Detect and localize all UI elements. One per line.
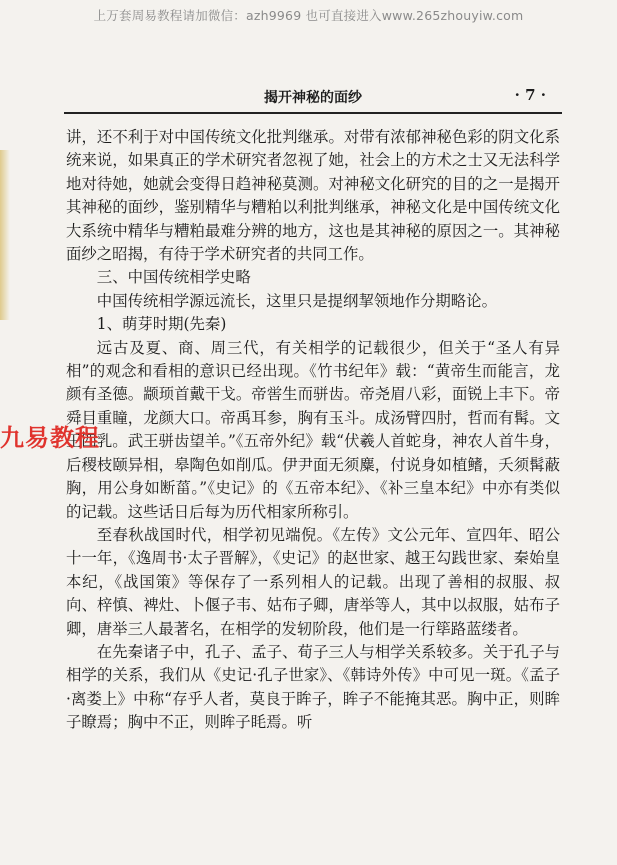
page-stain bbox=[0, 150, 10, 320]
paragraph: 远古及夏、商、周三代，有关相学的记载很少，但关于“圣人有异相”的观念和看相的意识已经出现。《竹书纪年》载：“黄帝生而能言，龙颜有圣德。颛顼首戴干戈。帝喾生而骈齿。帝尧眉八彩，面锐上丰下。帝舜目重瞳，龙颜大口。帝禹耳参，胸有玉斗。成汤臂四肘，哲而有髯。文王四乳。武王骈齿望羊。”《五帝外纪》载“伏羲人首蛇身，神农人首牛身，后稷枝颐异相，皋陶色如削瓜。伊尹面无须麋，付说身如植鳍，夭须髯蔽胸，用公身如断菑。”《史记》的《五帝本纪》、《补三皇本纪》中亦有类似的记载。这些话日后每为历代相家所称引。 bbox=[66, 338, 560, 521]
paragraph-continuation: 讲，还不利于对中国传统文化批判继承。对带有浓郁神秘色彩的阴文化系统来说，如果真正的学术研究者忽视了她，社会上的方术之士又无法科学地对待她，她就会变得日趋神秘莫测。对神秘文化研究的目的之一是揭开其神秘的面纱，鉴别精华与糟粕以利批判继承，神秘文化是中国传统文化大系统中精华与糟粕最难分辨的地方，这也是其神秘的原因之一。其神秘面纱之昭揭，有待于学术研究者的共同工作。 bbox=[66, 128, 560, 264]
section-heading: 三、中国传统相学史略 bbox=[96, 268, 251, 287]
running-header bbox=[64, 87, 562, 109]
header-rule bbox=[64, 112, 562, 114]
page-number: · 7 · bbox=[514, 86, 546, 104]
subsection-heading: 1、萌芽时期(先秦) bbox=[96, 315, 227, 334]
paragraph: 至春秋战国时代，相学初见端倪。《左传》文公元年、宣四年、昭公十一年，《逸周书·太子晋解》，《史记》的赵世家、越王勾践世家、秦始皇本纪，《战国策》等保存了一系列相人的记载。出现了善相的叔服、叔向、梓慎、裨灶、卜偃子韦、姑布子卿，唐举等人，其中以叔服，姑布子卿，唐举三人最著名，在相学的发轫阶段，他们是一行筚路蓝缕者。 bbox=[66, 525, 560, 638]
running-title: 揭开神秘的面纱 bbox=[264, 90, 362, 106]
paragraph: 中国传统相学源远流长，这里只是提纲挈领地作分期略论。 bbox=[96, 291, 497, 310]
paragraph: 在先秦诸子中，孔子、孟子、荀子三人与相学关系较多。关于孔子与相学的关系，我们从《史记·孔子世家》、《韩诗外传》中可见一斑。《孟子·离娄上》中称“存乎人者，莫良于眸子，眸子不能掩其恶。胸中正，则眸子瞭焉；胸中不正，则眸子眊焉。听 bbox=[66, 642, 560, 732]
watermark-logo: 九易教程 bbox=[0, 424, 100, 452]
watermark-banner: 上万套周易教程请加微信：azh9969 也可直接进入www.265zhouyiw.com bbox=[93, 8, 524, 23]
